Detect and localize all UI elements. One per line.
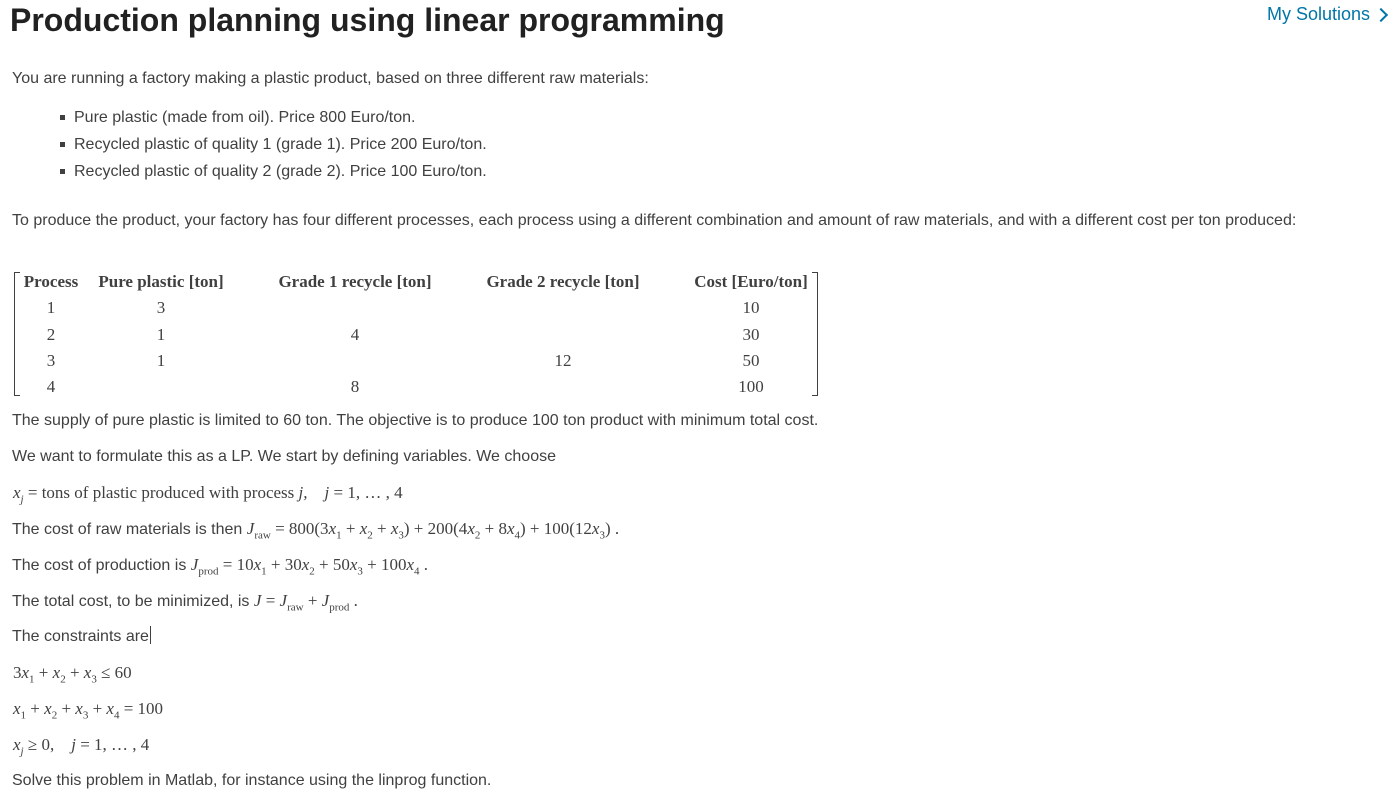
table-cell: 2: [46, 325, 56, 344]
table-cell: 12: [554, 351, 572, 370]
page-title: Production planning using linear programming: [10, 2, 725, 38]
table-cell: 3: [156, 298, 166, 317]
table-cell: 1: [156, 325, 166, 344]
constraint-nonnegative: $x_j \ge 0$, j = 1, … , 4: [13, 735, 150, 758]
my-solutions-label: My Solutions: [1266, 4, 1370, 24]
table-cell: 10: [742, 298, 760, 317]
table-cell: 1: [156, 351, 166, 370]
table-cell: 8: [350, 377, 360, 396]
table-header: Process: [23, 272, 79, 291]
table-cell: 100: [738, 377, 764, 396]
constraint-demand: $x_1 + x_2 + x_3 + x_4 = 100$: [13, 699, 164, 722]
materials-list: [60, 104, 487, 185]
solve-text: Solve this problem in Matlab, for instance using the linprog function.: [12, 772, 492, 789]
constraints-line[interactable]: [12, 624, 151, 649]
prod-cost-text: The cost of production is: [12, 557, 187, 574]
total-cost-text: The total cost, to be minimized, is: [12, 593, 250, 610]
chevron-right-icon: [1374, 8, 1388, 22]
intro-text: You are running a factory making a plastic product, based on three different raw materials:: [12, 70, 649, 87]
raw-cost-line: [12, 516, 619, 542]
prod-cost-line: [12, 552, 428, 578]
table-cell: 4: [350, 325, 360, 344]
total-cost-equation: $J = J_{raw} + J_{prod}$ .: [253, 591, 358, 614]
constraint-supply: $3x_1 + x_2 + x_3 \le 60$: [13, 663, 132, 686]
table-cell: 3: [46, 351, 56, 370]
prod-cost-equation: $J_{prod} = 10x_1 + 30x_2 + 50x_3 + 100x_4$ .: [190, 555, 429, 578]
table-header: Grade 2 recycle [ton]: [486, 272, 640, 291]
table-header: Pure plastic [ton]: [98, 272, 224, 291]
text-cursor: [150, 626, 151, 644]
process-matrix: [14, 272, 818, 396]
table-cell: 50: [742, 351, 760, 370]
table-cell: 1: [46, 298, 56, 317]
my-solutions-link[interactable]: [1267, 4, 1386, 25]
table-cell: 30: [742, 325, 760, 344]
total-cost-line: [12, 588, 358, 614]
constraints-text: The constraints are: [12, 628, 149, 645]
raw-cost-equation: $J_{raw} = 800(3x_1 + x_2 + x_3) + 200(4x_2 + 8x_4) + 100(12x_3)$ .: [246, 519, 620, 542]
table-cell: 4: [46, 377, 56, 396]
supply-text: The supply of pure plastic is limited to 60 ton. The objective is to produce 100 ton product with minimum total cost.: [12, 412, 819, 429]
table-header: Cost [Euro/ton]: [694, 272, 808, 291]
list-item: Recycled plastic of quality 1 (grade 1). Price 200 Euro/ton.: [60, 131, 487, 158]
list-item: Pure plastic (made from oil). Price 800 Euro/ton.: [60, 104, 487, 131]
list-item: Recycled plastic of quality 2 (grade 2). Price 100 Euro/ton.: [60, 158, 487, 185]
formulate-text: We want to formulate this as a LP. We start by defining variables. We choose: [12, 448, 556, 465]
table-header: Grade 1 recycle [ton]: [278, 272, 432, 291]
processes-intro-text: To produce the product, your factory has four different processes, each process using a different combination and amount of raw materials, and with a different cost per ton produced:: [12, 212, 1297, 229]
raw-cost-text: The cost of raw materials is then: [12, 521, 243, 538]
variable-definition: $x_j$ = tons of plastic produced with process j, j = 1, … , 4: [13, 483, 403, 506]
